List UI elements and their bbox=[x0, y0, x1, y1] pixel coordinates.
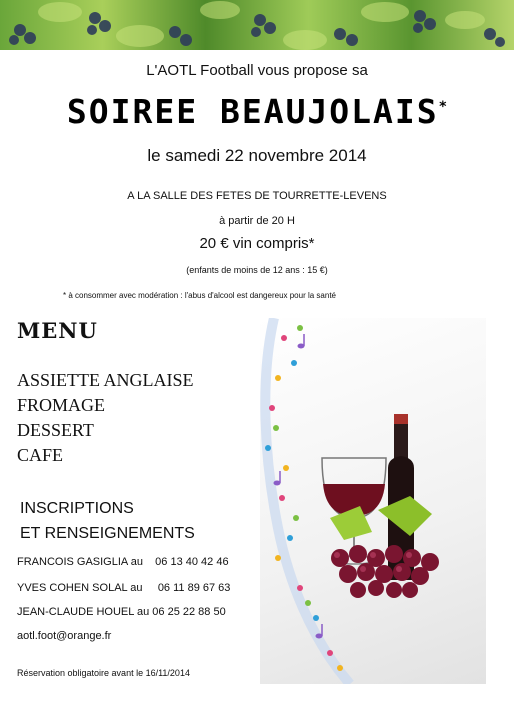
menu-title: MENU bbox=[17, 318, 98, 343]
title-asterisk: * bbox=[438, 99, 448, 115]
contact-line: YVES COHEN SOLAL au 06 11 89 67 63 bbox=[17, 582, 231, 594]
event-title-text: SOIREE BEAUJOLAIS bbox=[66, 92, 439, 131]
contact-line: JEAN-CLAUDE HOUEL au 06 25 22 88 50 bbox=[17, 606, 226, 618]
menu-item: ASSIETTE ANGLAISE bbox=[17, 370, 194, 390]
reservation-note: Réservation obligatoire avant le 16/11/2014 bbox=[17, 668, 190, 678]
grape-vine-banner bbox=[0, 0, 514, 50]
venue-text: A LA SALLE DES FETES DE TOURRETTE-LEVENS bbox=[127, 190, 387, 202]
wine-illustration bbox=[260, 318, 486, 684]
price-text: 20 € vin compris* bbox=[199, 235, 315, 252]
inscriptions-heading: INSCRIPTIONS bbox=[20, 500, 134, 517]
contact-email: aotl.foot@orange.fr bbox=[17, 630, 112, 642]
menu-item: FROMAGE bbox=[17, 395, 106, 415]
alcohol-warning: * à consommer avec modération : l'abus d'alcool est dangereux pour la santé bbox=[63, 291, 336, 300]
menu-item: DESSERT bbox=[17, 420, 94, 440]
kids-price: (enfants de moins de 12 ans : 15 €) bbox=[186, 265, 328, 275]
event-date: le samedi 22 novembre 2014 bbox=[147, 146, 367, 165]
contact-line: FRANCOIS GASIGLIA au 06 13 40 42 46 bbox=[17, 556, 229, 568]
menu-item: CAFE bbox=[17, 445, 64, 465]
renseignements-heading: ET RENSEIGNEMENTS bbox=[20, 525, 195, 542]
start-time: à partir de 20 H bbox=[219, 215, 295, 227]
intro-text: L'AOTL Football vous propose sa bbox=[146, 62, 368, 79]
event-title bbox=[0, 92, 514, 131]
